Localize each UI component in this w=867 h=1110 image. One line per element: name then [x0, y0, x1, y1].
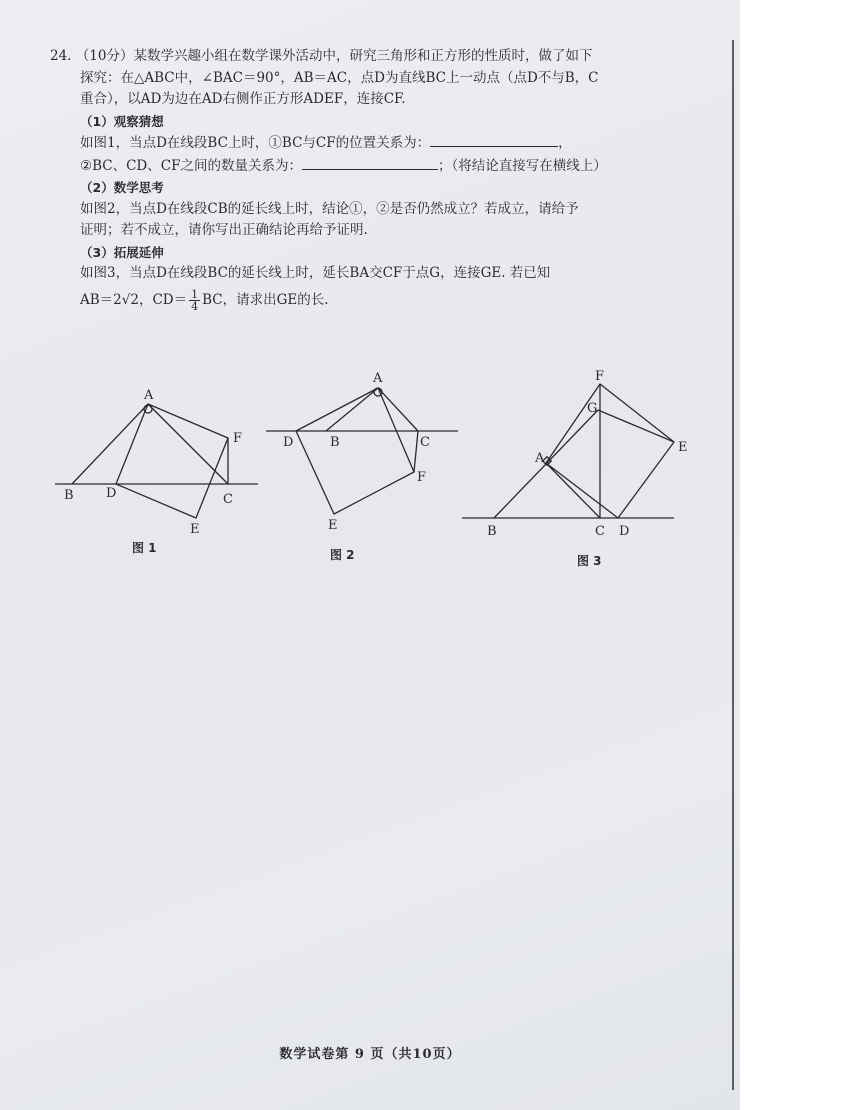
problem-intro-line-1: 24. （10分）某数学兴趣小组在数学课外活动中，研究三角形和正方形的性质时，做了如下 [50, 48, 593, 64]
part1-line-1-tail: ， [558, 135, 572, 151]
fig3-label-f: F [595, 369, 605, 384]
fig2-label-a: A [373, 371, 383, 386]
fig3-label-a: A [535, 451, 545, 466]
fig2-segment-cf [414, 431, 418, 472]
fig3-segment-ac [546, 463, 600, 518]
part3-line-2-text: AB＝2√2，CD＝ [80, 291, 188, 308]
fig3-label-d: D [619, 524, 630, 539]
fig3-label-c: C [595, 524, 605, 539]
fig1-label-c: C [223, 492, 233, 507]
fig2-caption: 图 2 [330, 548, 355, 562]
problem-intro-line-2: 探究：在△ABC中，∠BAC＝90°，AB＝AC，点D为直线BC上一动点（点D不与B，C [80, 69, 599, 86]
fig2-segment-ac [378, 388, 418, 431]
fig1-right-angle-mark [144, 405, 152, 413]
figure-3 [462, 384, 674, 518]
part3-line-2-tail: BC，请求出GE的长. [202, 291, 329, 308]
fig1-label-a: A [144, 388, 154, 403]
fig3-label-e: E [678, 440, 688, 455]
fig1-label-b: B [64, 488, 74, 503]
fig1-caption: 图 1 [132, 541, 157, 555]
part3-title: （3）拓展延伸 [80, 244, 164, 260]
fig1-square-adef [116, 404, 228, 518]
part2-line-1: 如图2，当点D在线段CB的延长线上时，结论①，②是否仍然成立？若成立，请给予 [80, 200, 579, 217]
fraction-denominator: 4 [191, 299, 199, 313]
fig3-label-b: B [487, 524, 497, 539]
fig3-label-g: G [587, 401, 598, 416]
part1-line-1-text: 如图1，当点D在线段BC上时，①BC与CF的位置关系为： [80, 135, 431, 151]
fraction-numerator: 1 [191, 287, 199, 301]
fig2-label-c: C [420, 435, 430, 450]
fig2-label-b: B [330, 435, 340, 450]
fig3-segment-ge [598, 410, 674, 442]
figure-2 [266, 388, 458, 514]
page-footer: 数学试卷第 9 页（共10页） [279, 1047, 461, 1062]
part3-line-1: 如图3，当点D在线段BC的延长线上时，延长BA交CF于点G，连接GE. 若已知 [80, 265, 551, 281]
fig2-label-f: F [417, 470, 427, 485]
fig1-segment-ba [72, 404, 148, 484]
fig1-segment-ac [148, 404, 228, 484]
fig2-segment-ba [326, 388, 378, 431]
fig1-label-f: F [233, 431, 243, 446]
fig3-caption: 图 3 [577, 554, 602, 568]
fig2-label-e: E [328, 518, 338, 533]
problem-intro-line-3: 重合），以AD为边在AD右侧作正方形ADEF，连接CF. [80, 91, 406, 107]
part2-line-2: 证明；若不成立，请你写出正确结论再给予证明. [80, 222, 368, 238]
part1-line-2-tail: ；（将结论直接写在横线上） [437, 157, 607, 174]
part1-title: （1）观察猜想 [80, 113, 164, 129]
fig2-label-d: D [283, 435, 294, 450]
part2-title: （2）数学思考 [80, 180, 164, 195]
geometry-figures [0, 0, 740, 600]
fig1-label-d: D [106, 486, 117, 501]
part1-line-2-text: ②BC、CD、CF之间的数量关系为： [80, 157, 302, 174]
fig1-label-e: E [190, 522, 200, 537]
fig3-square-adef [546, 384, 674, 518]
